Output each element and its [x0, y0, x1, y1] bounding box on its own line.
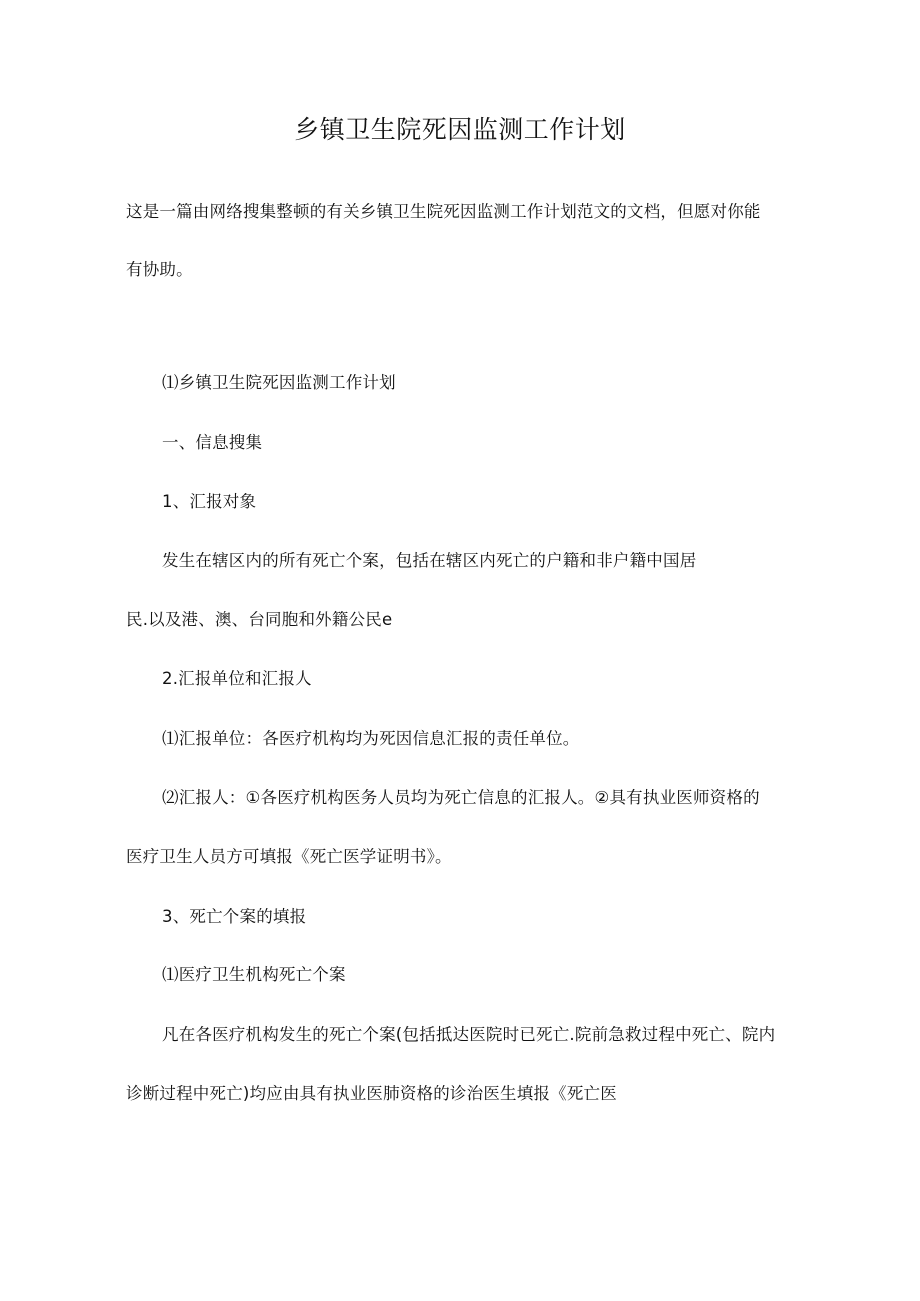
sub-heading-medical-institution: ⑴医疗卫生机构死亡个案 [162, 965, 346, 984]
paragraph-line: 医疗卫生人员方可填报《死亡医学证明书》。 [126, 847, 452, 866]
item-heading-death-case-filing: 3、死亡个案的填报 [162, 907, 307, 926]
document-title: 乡镇卫生院死因监测工作计划 [294, 115, 626, 144]
paragraph-line: ⑵汇报人：①各医疗机构医务人员均为死亡信息的汇报人。②具有执业医师资格的 [162, 788, 760, 807]
paragraph-line: 凡在各医疗机构发生的死亡个案(包括抵达医院时已死亡.院前急救过程中死亡、院内 [162, 1025, 776, 1044]
section-heading-info-collection: 一、信息搜集 [162, 433, 263, 452]
paragraph-line: ⑴汇报单位：各医疗机构均为死因信息汇报的责任单位。 [162, 729, 580, 748]
item-heading-report-object: 1、汇报对象 [162, 492, 257, 511]
paragraph-line: 民.以及港、澳、台同胞和外籍公民e [126, 610, 393, 629]
item-heading-report-unit: 2.汇报单位和汇报人 [162, 669, 312, 688]
plan-heading: ⑴乡镇卫生院死因监测工作计划 [162, 373, 396, 392]
paragraph-line: 诊断过程中死亡)均应由具有执业医肺资格的诊治医生填报《死亡医 [126, 1084, 617, 1103]
paragraph-line: 发生在辖区内的所有死亡个案，包括在辖区内死亡的户籍和非户籍中国居 [162, 551, 697, 570]
intro-line-1: 这是一篇由网络搜集整顿的有关乡镇卫生院死因监测工作计划范文的文档，但愿对你能 [126, 202, 761, 221]
intro-line-2: 有协助。 [126, 260, 193, 279]
